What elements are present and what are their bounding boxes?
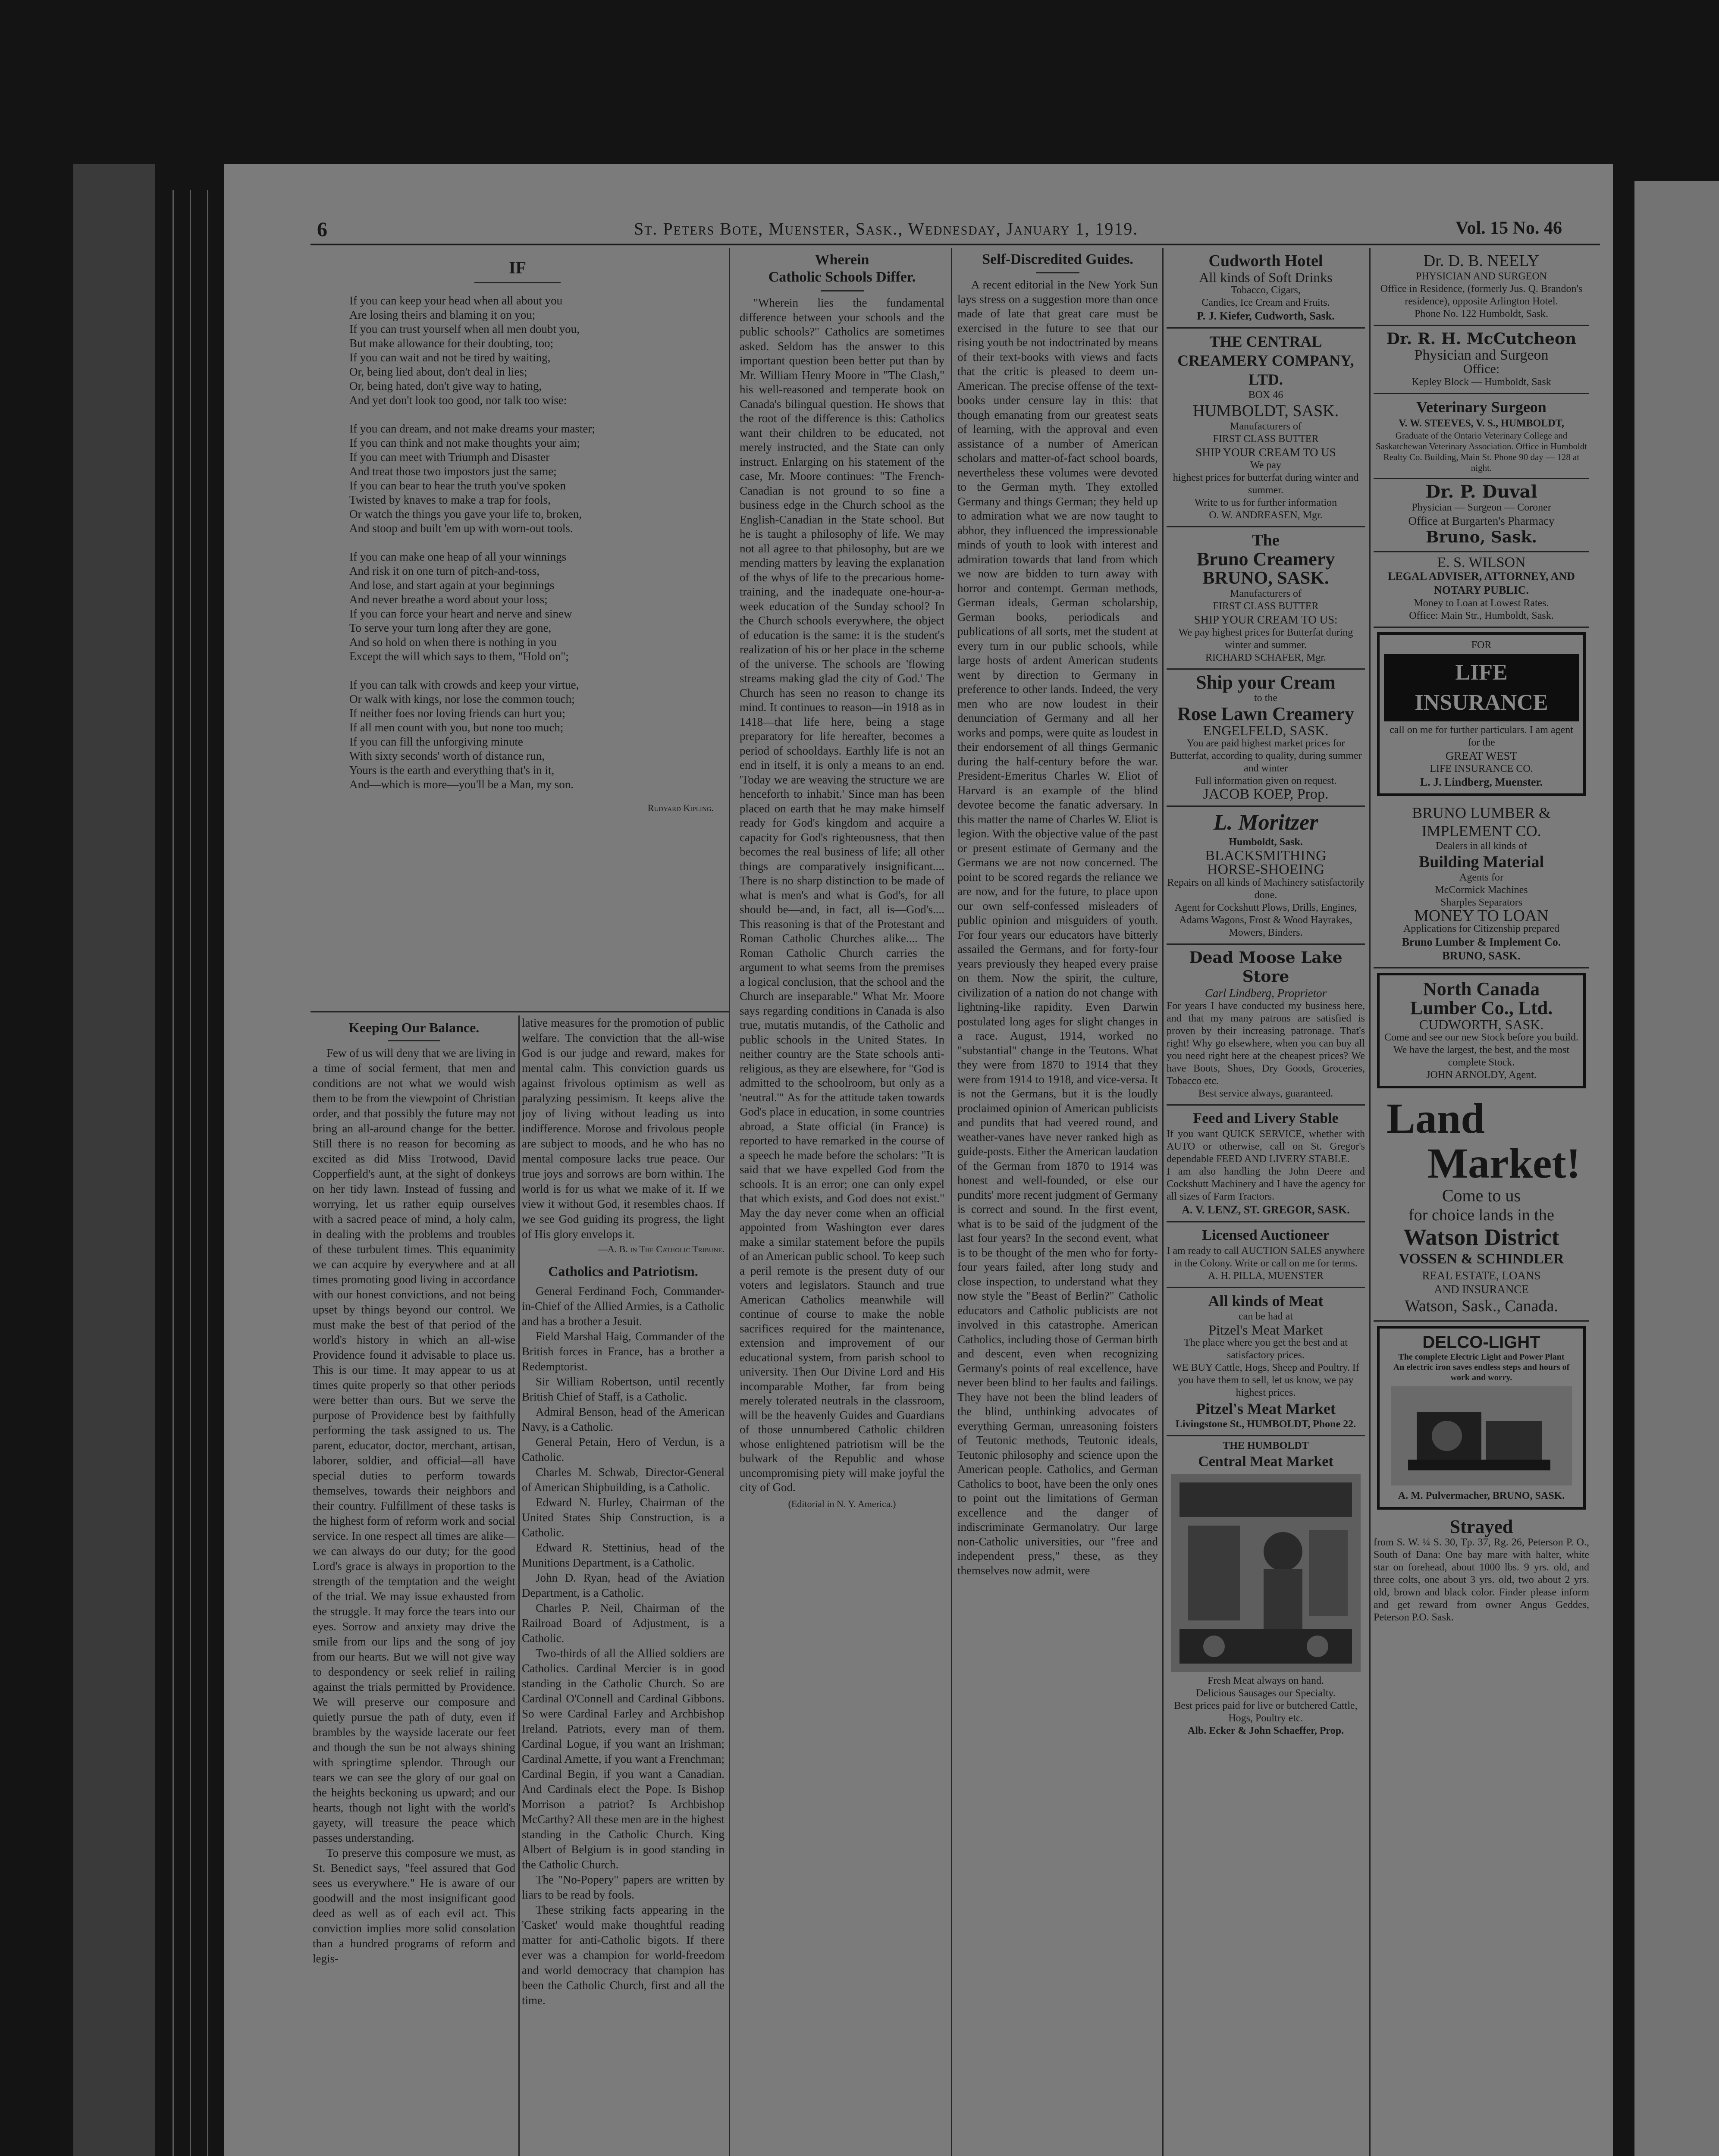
ad-line: Agent for Cockshutt Plows, Drills, Engines, Adams Wagons, Frost & Wood Hayrakes, Mowers, Binders. <box>1174 902 1357 938</box>
column-rule <box>951 248 952 2156</box>
paragraph: General Petain, Hero of Verdun, is a Catholic. <box>522 1435 725 1463</box>
ad-line: You are paid highest market prices for Butterfat, according to quality, during summer and winter <box>1170 738 1362 774</box>
ad-owner: A. H. PILLA, MUENSTER <box>1208 1270 1324 1282</box>
title-underline <box>388 1040 440 1041</box>
ad-line: BRUNO, SASK. <box>1442 950 1521 962</box>
page-number: 6 <box>317 218 327 241</box>
ad-heading: Strayed <box>1449 1516 1513 1537</box>
ads-column-5 <box>1167 248 1365 2156</box>
article-title <box>740 251 944 286</box>
volume-number: Vol. 15 No. 46 <box>1456 218 1562 238</box>
paragraph: The "No-Popery" papers are written by liars to be read by fools. <box>522 1873 725 1901</box>
ad-line: Dealers in all kinds of <box>1436 840 1527 852</box>
paragraph: To preserve this composure we must, as St. Benedict says, "feel assured that God sees us everywhere." He is aware of our goodwill and the most insignificant good deed as well as of each evil act. This conviction implies more solid consolation than a hundred programs of reform and legis- <box>313 1846 515 1965</box>
column-rule <box>1369 248 1371 2156</box>
ad-heading: Feed and Livery Stable <box>1193 1110 1339 1126</box>
ad-line: Livingstone St., HUMBOLDT, Phone 22. <box>1175 1419 1356 1430</box>
ad-line: HORSE-SHOEING <box>1207 862 1324 877</box>
paragraph: A recent editorial in the New York Sun lays stress on a suggestion more than once made of late that great care must be exercised in the future to see that our rising youth be not indoctrinated by means of their text-books with views and facts that the critic is pleased to deem un-American. The precise offense of the text-books under censure lay in this: that though emanating from our greatest seats of learning, with the approval and even assistance of a number of American scholars and matter-of-fact school boards, nevertheless these volumes were devoted to the German myth. They extolled Germany and things German; they held up to admiration what we are now taught to abhor, they influenced the impressionable minds of youth to look with interest and admiration towards that land from which we now are bidden to turn away with horror and contempt. German methods, German ideals, German scholarship, German books, periodicals and publications of all sorts, met the student at every turn in our public schools, while large hosts of ardent American students went by direction to Germany in preference to other lands. Indeed, the very men who are now loudest in their denunciation of Germany and all her works and pomps, were quite as loudest in their endorsement of all things Germanic during the half-century before the war. President-Emeritus Charles W. Eliot of Harvard is an example of the blind devotee become the fanatic adversary. In this matter the name of Charles W. Eliot is legion. With the objective value of the past or present estimate of Germany and the Germans we are not now concerned. The point to be scored regards the reliance we are now, and for the future, to place upon our own self-confessed misleaders of public opinion and misguiders of youth. For four years our educators have bitterly assailed the Germans, and for forty-four years previously they heaped every praise on them. Now the spirit, the culture, civilization of a nation do not change with lightning-like rapidity. Even Darwin postulated long ages for slight changes in a race. August, 1914, worked no "substantial" change in the Teutons. What they were from 1870 to 1914 that they were from 1914 to 1918, and vice-versa. It is not the Germans, but it is the loudly proclaimed opinion of American publicists and pundits that had veered round, and weather-vanes have never ranked high as guide-posts. Either the American laudation of the German from 1870 to 1914 was honest and well-founded, or else our pundits' more recent judgment of Germany is correct and sound. In the first event, what is to be said of the judgment of the last four years? In the second event, what is to be thought of the men who for forty-four years failed, after long study and close inspection, to understand what they now style the "Beast of Berlin?" Catholic educators and Catholic publicists are not involved in this catastrophe. American Catholics, including those of German birth and descent, even when recognizing Germany's points of real excellence, have never been blind to her faults and failings. They have not been the blind leaders of the blind, unthinking advocates of everything German, unreasoning foisters of Teutonic methods, Teutonic ideals, Teutonic philosophy and science upon the American people. Catholics, and German Catholics to boot, have been the only ones to point out the limitations of German excellence and the danger of indiscriminate Germanolatry. Our large non-Catholic universities, our "free and independent press," these, as they themselves now admit, were <box>957 278 1158 1577</box>
ad-line: FIRST CLASS BUTTER <box>1213 433 1319 445</box>
ad-line: from S. W. ¼ S. 30, Tp. 37, Rg. 26, Peterson P. O., South of Dana: One bay mare with halter, white star on forehead, about 1000 lbs. 9 yrs. old, and three colts, one about 3 yrs. old, two about 2 yrs. old, brown and black color. Finder please inform and get reward from owner Angus Geddes, Peterson P.O. Sask. <box>1374 1537 1589 1623</box>
ad-heading: BRUNO LUMBER & IMPLEMENT CO. <box>1412 804 1551 840</box>
ad-line: GREAT WEST <box>1445 749 1518 762</box>
ad-line: VOSSEN & SCHINDLER <box>1399 1251 1564 1267</box>
ad-town: Bruno, Sask. <box>1426 528 1537 546</box>
ad-line: Manufacturers of <box>1230 421 1302 432</box>
poem-line: If you can keep your head when all about you <box>349 294 563 307</box>
ad-central-meat <box>1167 1436 1365 1742</box>
ad-line: BOX 46 <box>1248 389 1283 401</box>
column-2-lower <box>522 1015 725 2154</box>
ad-line: Pitzel's Meat Market <box>1208 1322 1323 1338</box>
paragraph: These striking facts appearing in the 'Casket' would make thoughtful reading matter for anti-Catholic bigots. If there ever was a champion for world-freedom and world democracy that champion has been the Catholic Church, first and all the time. <box>522 1903 725 2007</box>
poem-line: Or, being hated, don't give way to hating, <box>349 379 542 392</box>
ad-heading: Bruno Creamery <box>1196 548 1335 570</box>
article-title: Catholics and Patriotism. <box>548 1263 698 1279</box>
poem-attribution: Rudyard Kipling. <box>647 802 714 813</box>
ad-veterinary <box>1374 394 1589 479</box>
article-title: Keeping Our Balance. <box>348 1020 480 1035</box>
ad-heading: THE CENTRAL CREAMERY COMPANY, LTD. <box>1177 333 1354 388</box>
ad-moritzer <box>1167 807 1365 945</box>
ad-owner: Alb. Ecker & John Schaeffer, Prop. <box>1187 1725 1344 1736</box>
masthead: St. Peters Bote, Muenster, Sask., Wednesday, January 1, 1919. <box>634 219 1139 238</box>
poem-stanza <box>349 294 725 407</box>
ad-heading: Rose Lawn Creamery <box>1177 703 1354 724</box>
paragraph: Two-thirds of all the Allied soldiers are Catholics. Cardinal Mercier is in good standing in the Catholic Church. So are Cardinal O'Connell and Cardinal Gibbons. So were Cardinal Farley and Archbishop Ireland. Patriots, every man of them. Cardinal Logue, if you want an Irishman; Cardinal Amette, if you want a Frenchman; Cardinal Begin, if you want a Canadian. And Cardinals elect the Pope. Is Bishop Morrison a patriot? Is Archbishop McCarthy? All these men are in the highest standing in the Catholic Church. King Albert of Belgium is in good standing in the Catholic Church. <box>522 1647 725 1871</box>
paragraph: John D. Ryan, head of the Aviation Department, is a Catholic. <box>522 1571 725 1599</box>
ad-bruno-lumber <box>1374 800 1589 968</box>
ad-line: Bruno Lumber & Implement Co. <box>1402 936 1561 948</box>
ad-line: All kinds of Soft Drinks <box>1199 270 1333 285</box>
paragraph: Admiral Benson, head of the American Navy, is a Catholic. <box>522 1405 725 1433</box>
page-edge <box>173 190 174 2156</box>
poem-stanza <box>349 678 725 792</box>
ad-heading: Dr. P. Duval <box>1425 482 1537 502</box>
ad-line: Full information given on request. <box>1195 775 1337 787</box>
ad-town: CUDWORTH, SASK. <box>1419 1017 1544 1032</box>
article-body <box>522 1284 725 2008</box>
ad-heading: Ship your Cream <box>1196 672 1336 693</box>
poem-line: And—which is more—you'll be a Man, my son. <box>349 778 574 791</box>
generator-illustration <box>1391 1386 1572 1485</box>
title-line: Catholic Schools Differ. <box>768 269 916 285</box>
article-discredited-guides <box>957 248 1158 2156</box>
article-source: —A. B. in The Catholic Tribune. <box>598 1244 725 1254</box>
column-rule <box>518 1015 520 2156</box>
title-underline <box>474 282 561 283</box>
ad-line: An electric iron saves endless steps and hours of work and worry. <box>1393 1363 1570 1382</box>
ad-line: The complete Electric Light and Power Plant <box>1398 1352 1565 1362</box>
ad-heading: All kinds of Meat <box>1208 1292 1324 1310</box>
ad-central-creamery <box>1167 329 1365 527</box>
ad-line: We pay highest prices for Butterfat during winter and summer. <box>1178 627 1353 651</box>
ad-line: Sharples Separators <box>1440 897 1522 908</box>
ad-line: For years I have conducted my business here, and that my many patrons are satisfied is proven by their increasing patronage. That's right! Why go elsewhere, when you can buy all you need right here at the cheapest prices? We have Boots, Shoes, Dry Goods, Groceries, Tobacco etc. <box>1167 1000 1365 1087</box>
poem-line: If all men count with you, but none too much; <box>349 721 564 734</box>
ad-wilson <box>1374 552 1589 628</box>
ad-line: PHYSICIAN AND SURGEON <box>1415 271 1547 282</box>
ad-dr-neely <box>1374 248 1589 326</box>
column-rule <box>1162 248 1164 2156</box>
ad-owner: A. M. Pulvermacher, BRUNO, SASK. <box>1398 1490 1565 1501</box>
ad-feed-stable <box>1167 1106 1365 1222</box>
column-rule <box>729 248 730 2156</box>
paragraph: General Ferdinand Foch, Commander-in-Chief of the Allied Armies, is a Catholic and has a brother a Jesuit. <box>522 1285 725 1328</box>
ad-line: FIRST CLASS BUTTER <box>1213 601 1319 612</box>
ad-line: I am ready to call AUCTION SALES anywhere in the Colony. Write or call on me for terms. <box>1167 1245 1365 1269</box>
ad-heading: North Canada <box>1423 978 1540 1000</box>
ad-dr-duval <box>1374 479 1589 552</box>
ad-town: ENGELFELD, SASK. <box>1203 723 1329 738</box>
ad-line: Come and see our new Stock before you build. <box>1384 1032 1578 1043</box>
ad-line: call on me for further particulars. I am agent for the <box>1390 724 1573 748</box>
poem-line: Or, being lied about, don't deal in lies; <box>349 365 527 378</box>
ad-line: THE HUMBOLDT <box>1223 1440 1309 1451</box>
ad-dead-moose <box>1167 945 1365 1106</box>
ad-heading: Veterinary Surgeon <box>1416 398 1546 416</box>
article-body <box>957 278 1158 1578</box>
ad-heading: Land <box>1386 1094 1485 1142</box>
poem-line: And lose, and start again at your beginnings <box>349 579 555 592</box>
ad-heading: Cudworth Hotel <box>1208 252 1323 270</box>
poem-line: And so hold on when there is nothing in you <box>349 636 557 649</box>
ad-heading: DELCO-LIGHT <box>1422 1333 1540 1352</box>
ad-line: Tobacco, Cigars, <box>1231 285 1301 296</box>
poem-line: If you can think and not make thoughts your aim; <box>349 436 580 449</box>
ad-line: Kepley Block — Humboldt, Sask <box>1412 376 1551 388</box>
ad-line: LEGAL ADVISER, ATTORNEY, AND NOTARY PUBLIC. <box>1388 570 1575 596</box>
ad-owner: O. W. ANDREASEN, Mgr. <box>1209 510 1323 521</box>
ad-line: Best service always, guaranteed. <box>1198 1088 1333 1099</box>
ad-line: Repairs on all kinds of Machinery satisfactorily done. <box>1167 877 1365 901</box>
ad-line: Applications for Citizenship prepared <box>1403 923 1559 934</box>
ad-line: Office: <box>1463 362 1500 376</box>
title-underline <box>821 290 864 291</box>
ad-delco-light <box>1377 1326 1586 1510</box>
poem-line: Except the will which says to them, "Hold on"; <box>349 650 569 663</box>
ad-pitzel-meat <box>1167 1288 1365 1436</box>
ad-heading: L. Moritzer <box>1213 810 1318 835</box>
poem-line: If you can talk with crowds and keep your virtue, <box>349 678 579 691</box>
ad-line: We pay <box>1250 460 1282 471</box>
ad-owner: RICHARD SCHAFER, Mgr. <box>1205 652 1327 663</box>
article-title: Self-Discredited Guides. <box>982 251 1133 267</box>
ad-line: REAL ESTATE, LOANS <box>1422 1269 1541 1282</box>
ad-line: to the <box>1254 693 1277 704</box>
poem-line: If you can wait and not be tired by waiting, <box>349 351 551 364</box>
page-edge <box>207 190 208 2156</box>
ad-heading: LIFE INSURANCE <box>1384 654 1579 721</box>
poem-if <box>311 248 725 1007</box>
ad-owner: JACOB KOEP, Prop. <box>1203 786 1329 802</box>
butcher-shop-illustration <box>1171 1474 1361 1672</box>
ad-line: V. W. STEEVES, V. S., HUMBOLDT, <box>1399 418 1564 429</box>
ad-owner: JOHN ARNOLDY, Agent. <box>1426 1069 1537 1081</box>
poem-line: If you can force your heart and nerve and sinew <box>349 607 572 620</box>
ad-dr-mccutcheon <box>1374 326 1589 394</box>
section-rule <box>311 1011 729 1012</box>
ad-line: I am also handling the John Deere and Cockshutt Machinery and I have the agency for all sizes of Farm Tractors. <box>1167 1166 1365 1202</box>
ad-line: Physician — Surgeon — Coroner <box>1412 502 1551 513</box>
ad-heading: Watson District <box>1403 1224 1559 1250</box>
poem-title: IF <box>509 258 526 277</box>
page-header <box>224 218 1604 244</box>
ad-heading: Central Meat Market <box>1198 1454 1333 1470</box>
poem-line: Twisted by knaves to make a trap for fools, <box>349 493 551 506</box>
poem-line: And risk it on one turn of pitch-and-toss, <box>349 564 540 577</box>
ad-line: SHIP YOUR CREAM TO US <box>1195 446 1336 459</box>
ad-line: Come to us <box>1442 1186 1521 1205</box>
poem-line: And yet don't look too good, nor talk too wise: <box>349 394 567 407</box>
article-body <box>522 1015 725 1242</box>
ad-line: AND INSURANCE <box>1434 1283 1529 1296</box>
ad-heading: Lumber Co., Ltd. <box>1410 997 1553 1018</box>
poem-line: If you can meet with Triumph and Disaster <box>349 451 550 464</box>
ad-line: The <box>1252 531 1280 549</box>
ad-line: We have the largest, the best, and the most complete Stock. <box>1393 1044 1570 1068</box>
poem-line: Or walk with kings, nor lose the common touch; <box>349 693 575 705</box>
poem-stanza <box>349 422 725 536</box>
paragraph: lative measures for the promotion of public welfare. The conviction that the all-wise God is our judge and reward, makes for mental calm. This conviction guards us against frivolous optimism as well as paralyzing pessimism. It keeps alive the joy of living without leading us into indifference. Morose and frivolous people are subject to moods, and he who has no mental composure lacks true peace. Our true joys and sorrows are born within. The world is for us what we make of it. If we view it without God, it resembles chaos. If we see God guiding its progress, the light of His glory envelops it. <box>522 1016 725 1241</box>
ad-auctioneer <box>1167 1222 1365 1288</box>
title-underline <box>1036 272 1079 273</box>
title-line: Wherein <box>815 252 869 268</box>
ad-heading: Licensed Auctioneer <box>1202 1227 1330 1243</box>
poem-line: If you can dream, and not make dreams your master; <box>349 422 595 435</box>
ad-owner: L. J. Lindberg, Muenster. <box>1420 776 1543 788</box>
ad-land-market <box>1374 1093 1589 1322</box>
ad-heading: Dr. R. H. McCutcheon <box>1386 330 1577 348</box>
ad-line: SHIP YOUR CREAM TO US: <box>1194 613 1338 626</box>
poem-line: If you can trust yourself when all men doubt you, <box>349 323 580 335</box>
ad-heading: Market! <box>1427 1139 1581 1187</box>
ad-heading: Pitzel's Meat Market <box>1196 1400 1336 1417</box>
paragraph: Edward R. Stettinius, head of the Munitions Department, is a Catholic. <box>522 1541 725 1569</box>
ad-strayed <box>1374 1514 1589 1628</box>
ad-line: McCormick Machines <box>1435 884 1528 896</box>
book-binding <box>73 164 155 2156</box>
paragraph: Sir William Robertson, until recently British Chief of Staff, is a Catholic. <box>522 1375 725 1403</box>
poem-line: With sixty seconds' worth of distance run, <box>349 749 545 762</box>
ad-line: for choice lands in the <box>1408 1206 1554 1224</box>
ad-line: Write to us for further information <box>1194 497 1337 508</box>
paragraph: Charles M. Schwab, Director-General of American Shipbuilding, is a Catholic. <box>522 1466 725 1494</box>
ad-rose-lawn <box>1167 670 1365 807</box>
article-body <box>313 1046 515 1966</box>
ad-line: FOR <box>1471 639 1492 651</box>
ad-line: Best prices paid for live or butchered Cattle, Hogs, Poultry etc. <box>1174 1700 1358 1724</box>
poem-line: Or watch the things you gave your life to, broken, <box>349 508 582 520</box>
ad-line: Delicious Sausages our Specialty. <box>1196 1688 1336 1699</box>
ad-line: LIFE INSURANCE CO. <box>1430 763 1533 774</box>
facing-page-edge <box>1634 181 1719 2156</box>
ad-line: WE BUY Cattle, Hogs, Sheep and Poultry. If you have them to sell, let us know, we pay highest prices. <box>1172 1362 1359 1398</box>
ad-heading: Dr. D. B. NEELY <box>1423 252 1540 270</box>
poem-line: And stoop and built 'em up with worn-out tools. <box>349 522 573 535</box>
paragraph: Field Marshal Haig, Commander of the British forces in France, has a brother a Redemptorist. <box>522 1330 725 1373</box>
ad-line: Money to Loan at Lowest Rates. <box>1414 598 1549 609</box>
ad-line: Office in Residence, (formerly Jus. Q. Brandon's residence), opposite Arlington Hotel. <box>1380 283 1583 307</box>
page-edge <box>190 190 191 2156</box>
ad-line: highest prices for butterfat during winter and summer. <box>1173 472 1359 496</box>
ad-owner: P. J. Kiefer, Cudworth, Sask. <box>1197 310 1335 322</box>
ad-town: BRUNO, SASK. <box>1202 568 1329 588</box>
ad-bruno-creamery <box>1167 527 1365 670</box>
ad-heading: Building Material <box>1418 853 1544 871</box>
paragraph: Charles P. Neil, Chairman of the Railroad Board of Adjustment, is a Catholic. <box>522 1601 725 1645</box>
ad-line: The place where you get the best and at satisfactory prices. <box>1184 1337 1348 1361</box>
poem-line: And never breathe a word about your loss; <box>349 593 548 606</box>
article-source: (Editorial in N. Y. America.) <box>788 1498 896 1509</box>
poem-line: But make allowance for their doubting, too; <box>349 337 554 350</box>
poem-line: If you can bear to hear the truth you've spoken <box>349 479 566 492</box>
poem-stanza <box>349 550 725 664</box>
ads-column-6 <box>1374 248 1589 2156</box>
ad-owner: A. V. LENZ, ST. GREGOR, SASK. <box>1182 1203 1350 1216</box>
poem-line: Yours is the earth and everything that's in it, <box>349 764 555 777</box>
paragraph: "Wherein lies the fundamental difference between your schools and the public schools?" Catholics are sometimes asked. Seldom has the answer to this important question been better put than by Mr. William Henry Moore in "The Clash," his well-reasoned and temperate book on Canada's bilingual question. He shows that the root of the difference is this: Catholics want their children to be educated, not merely instructed, and the State can only instruct. Enlarging on his statement of the case, Mr. Moore continues: "The French-Canadian is not ground to so fine a business edge in the Church school as the English-Canadian in the State school. But he is taught a philosophy of life. We may not all agree to that philosophy, but are we mending matters by leaving the explanation of the whys of life to the precarious home-training, and the inadequate one-hour-a-week education of the Sunday school? In the Church schools everywhere, the object of education is the same: it is the student's realization of his or her place in the scheme of the universe. The schools are 'flowing streams making glad the city of God.' The Church has seen no reason to change its mind. It continues to reason—in 1918 as in 1418—that life here, being a stage preparatory for life hereafter, becomes a period of schooldays. Earthly life is not an end in itself, it is only a means to an end. 'Today we are weaving the structure we are henceforth to inhabit.' Since man has been placed on earth that he may make himself ready for God's kingdom and acquire a capacity for God's righteousness, that then becomes the real business of life; all other things are comparatively insignificant.... There is no sharp distinction to be made of what is men's and what is God's, for all should be—and, in fact, all is—God's.... This reasoning is that of the Protestant and Roman Catholic Churches alike.... The Roman Catholic Church carries the argument to what seems from the premises a logical conclusion, that the school and the Church are inseparable." What Mr. Moore says regarding conditions in Canada is also true, mutatis mutandis, of the Catholic and public schools in the United States. In neither country are the State schools anti-religious, as they are elsewhere, for "God is admitted to the schoolroom, but only as a 'neutral.'" As for the attitude taken towards God's place in education, in some countries abroad, a State official (in France) is reported to have remarked in the course of a speech he made before the scholars: "It is said that we have expelled God from the schools. It is an error; one can only expel that which exists, and God does not exist." May the day never come when an official appointed from Washington ever dares make a similar statement before the pupils of an American public school. To keep such a peril remote is the present duty of our voters and legislators. Staunch and true American Catholics meanwhile will continue of course to make the noble sacrifices required for the maintenance, extension and improvement of our educational system, from parish school to university. Then Our Divine Lord and His incomparable Mother, far from being merely tolerated neutrals in the classroom, will be the heavenly Guides and Guardians of those unnumbered Catholic children whose enlightened patriotism will be the bulwark of the Republic and whose uncompromising piety will make joyful the city of God. <box>740 296 944 1494</box>
paragraph: Few of us will deny that we are living in a time of social ferment, that men and conditions are not what we would wish them to be from the viewpoint of Christian order, and that possibly the future may not bring an all-around change for the better. Still there is no reason for becoming as excited as did Miss Trotwood, David Copperfield's aunt, at the sight of donkeys on her tidy lawn. Instead of fussing and worrying, let us rather equip ourselves with a sacred peace of mind, a holy calm, in dealing with the problems and troubles of these turbulent times. This equanimity we can acquire by everywhere and at all times promoting good living in accordance with our honest convictions, and not being upset by things beyond our control. We must make the best of that period of the world's history in which an all-wise Providence found it advisable to place us. This is our time. It may appear to us at times quite properly so that other periods were better than ours. But we serve the purpose of Providence best by faithfully performing the task assigned to us. The parent, educator, doctor, merchant, artisan, laborer, soldier, and official—all have special duties to perform towards themselves, towards their neighbors and their country. Fulfillment of these tasks is the highest form of reform work and social service. In one respect all times are alike—we can always do our duty; for the good Lord's grace is always in proportion to the strength of the temptation and the weight of the trial. We may issue exhausted from the struggle. It may force the tears into our eyes. Sorrow and anxiety may drive the smile from our lips and the song of joy from our hearts. But we will not give way to despondency or seek relief in railing against the trials permitted by Providence. We will preserve our composure and quietly pursue the path of duty, even if brambles by the wayside lacerate our feet and though the sun be not always shining with springtime splendor. Through our tears we can see the glory of our goal on the heights beckoning us upward; and our hearts, though not light with the world's gayety, will treasure the peace which passes understanding. <box>313 1047 515 1844</box>
ad-line: Agents for <box>1459 872 1503 883</box>
poem-line: And treat those two impostors just the same; <box>349 465 557 478</box>
ad-life-insurance <box>1377 632 1586 796</box>
article-catholic-schools <box>740 248 944 2156</box>
ad-line: Manufacturers of <box>1230 588 1302 599</box>
newspaper-page <box>224 164 1613 2156</box>
ad-line: Office: Main Str., Humboldt, Sask. <box>1409 610 1554 621</box>
ad-town: HUMBOLDT, SASK. <box>1192 402 1339 420</box>
ad-line: Graduate of the Ontario Veterinary College and Saskatchewan Veterinary Association. Office in Humboldt Realty Co. Building, Main St. Phone 90 day — 128 at night. <box>1375 430 1587 473</box>
ad-line: Candies, Ice Cream and Fruits. <box>1201 297 1330 308</box>
ad-line: Office at Burgarten's Pharmacy <box>1408 514 1555 527</box>
poem-line: If neither foes nor loving friends can hurt you; <box>349 707 565 720</box>
poem-line: If you can fill the unforgiving minute <box>349 735 523 748</box>
ad-heading: Dead Moose Lake Store <box>1189 949 1343 986</box>
paragraph: Edward N. Hurley, Chairman of the United States Ship Construction, is a Catholic. <box>522 1496 725 1539</box>
poem-line: To serve your turn long after they are gone, <box>349 621 552 634</box>
article-keeping-balance <box>313 1015 515 2154</box>
ad-town: Watson, Sask., Canada. <box>1405 1297 1558 1315</box>
ad-line: Fresh Meat always on hand. <box>1208 1675 1324 1686</box>
ad-cudworth-hotel <box>1167 248 1365 329</box>
ad-line: Physician and Surgeon <box>1414 347 1549 363</box>
poem-body <box>311 294 725 792</box>
ad-line: If you want QUICK SERVICE, whether with AUTO or otherwise, call on St. Gregor's dependable FEED AND LIVERY STABLE. <box>1167 1128 1365 1165</box>
poem-line: Are losing theirs and blaming it on you; <box>349 308 536 321</box>
ad-line: BLACKSMITHING <box>1205 848 1327 864</box>
header-rule <box>311 244 1600 245</box>
poem-line: If you can make one heap of all your winnings <box>349 550 567 563</box>
ad-owner: Carl Lindberg, Proprietor <box>1205 987 1327 1000</box>
article-body <box>740 296 944 1495</box>
ad-line: Phone No. 122 Humboldt, Sask. <box>1414 308 1548 320</box>
ad-heading: MONEY TO LOAN <box>1414 907 1549 925</box>
ad-north-canada-lumber <box>1377 973 1586 1088</box>
ad-town: Humboldt, Sask. <box>1229 837 1303 848</box>
ad-heading: E. S. WILSON <box>1437 555 1526 570</box>
ad-line: can be had at <box>1239 1311 1293 1322</box>
